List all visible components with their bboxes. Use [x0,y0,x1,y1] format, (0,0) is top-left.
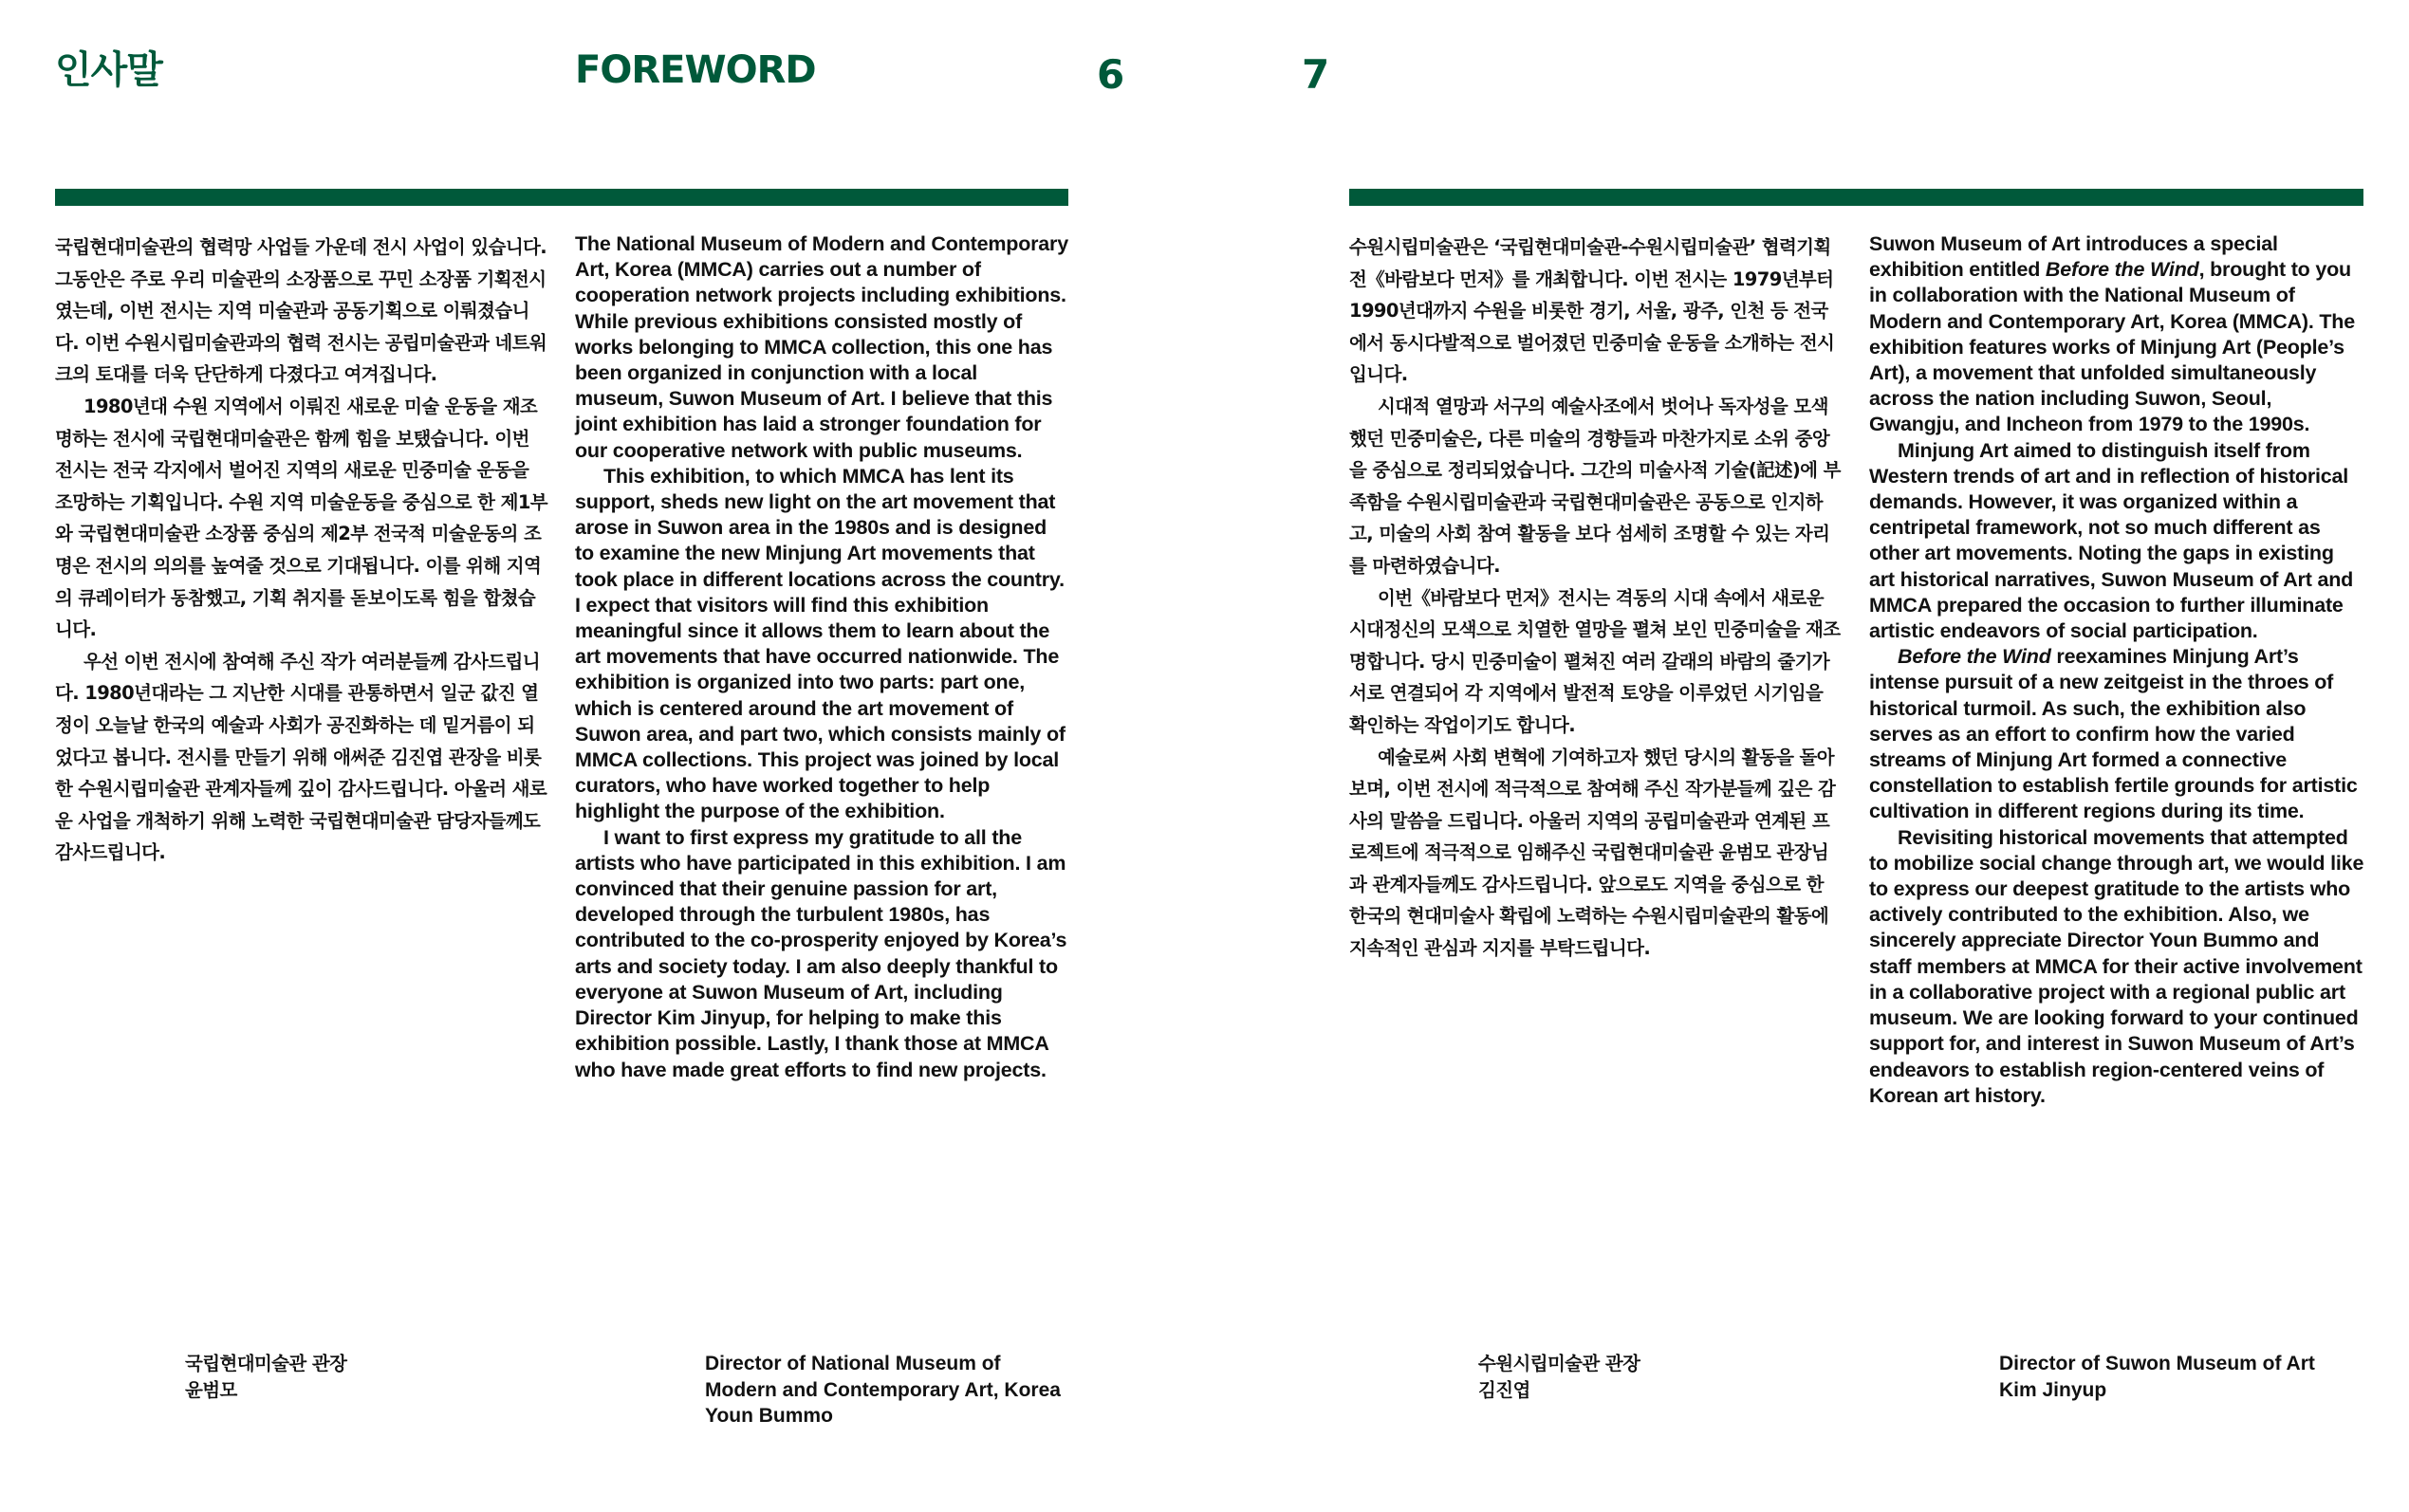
right-korean-paragraph: 시대적 열망과 서구의 예술사조에서 벗어나 독자성을 모색했던 민중미술은, 다른 미술의 경향들과 마찬가지로 소위 중앙을 중심으로 정리되었습니다. 그간의 미술사적 기술(記述)에 부족함을 수원시립미술관과 국립현대미술관은 공동으로 인지하고, 미술의 사회 참여 활동을 보다 섬세히 조명할 수 있는 자리를 마련하였습니다. [1349,395,1841,577]
signature-name: 윤범모 [185,1378,237,1401]
right-korean-signature [1478,1351,1640,1403]
exhibition-title-italic: Before the Wind [2045,258,2199,282]
right-divider-bar [1349,189,2363,206]
exhibition-title-italic: Before the Wind [1898,645,2051,669]
page-number-right: 7 [1302,51,1330,98]
signature-title: Director of Suwon Museum of Art [1999,1353,2315,1374]
right-english-signature [1999,1351,2315,1403]
signature-title: 국립현대미술관 관장 [185,1353,347,1374]
right-korean-column [1349,231,1844,965]
right-english-paragraph: Revisiting historical movements that attempted to mobilize social change through art, we would like to express our deepest gratitude to the artists who actively contributed to the exhibition. Also, we sincerely appreciate Director Youn Bummo and staff members at MMCA for their active involvement in a collaborative project with a regional public art museum. We are looking forward to your continued support for, and interest in Suwon Museum of Art’s endeavors to establish region-centered veins of Korean art history. [1869,825,2364,1107]
korean-title: 인사말 [55,48,162,92]
right-english-paragraph: Before the Wind reexamines Minjung Art’s intense pursuit of a new zeitgeist in the throes of historical turmoil. As such, the exhibition also serves as an effort to confirm how the varied streams of Minjung Art formed a connective constellation to establish fertile grounds for artistic cultivation in different regions during its time. [1869,645,2358,823]
signature-name: 김진엽 [1478,1378,1530,1401]
left-korean-paragraph: 1980년대 수원 지역에서 이뤄진 새로운 미술 운동을 재조명하는 전시에 국립현대미술관은 함께 힘을 보탰습니다. 이번 전시는 전국 각지에서 벌어진 지역의 새로운 민중미술 운동을 조망하는 기획입니다. 수원 지역 미술운동을 중심으로 한 제1부와 국립현대미술관 소장품 중심의 제2부 전국적 미술운동의 조명은 전시의 의의를 높여줄 것으로 기대됩니다. 이를 위해 지역의 큐레이터가 동참했고, 기획 취지를 돋보이도록 힘을 합쳤습니다. [55,395,548,641]
signature-title: Modern and Contemporary Art, Korea [705,1378,1061,1401]
left-english-paragraph: I want to first express my gratitude to all the artists who have participated in this exhibition. I am convinced that their genuine passion for art, developed through the turbulent 1980s, has contributed to the co-prosperity enjoyed by Korea’s arts and society today. I am also deeply thankful to everyone at Suwon Museum of Art, including Director Kim Jinyup, for helping to make this exhibition possible. Lastly, I thank those at MMCA who have made great efforts to find new projects. [575,825,1067,1081]
signature-title: 수원시립미술관 관장 [1478,1353,1640,1374]
left-english-column [575,231,1070,1083]
left-divider-bar [55,189,1068,206]
right-korean-paragraph: 예술로써 사회 변혁에 기여하고자 했던 당시의 활동을 돌아보며, 이번 전시에 적극적으로 참여해 주신 작가분들께 깊은 감사의 말씀을 드립니다. 아울러 지역의 공립미술관과 연계된 프로젝트에 적극적으로 임해주신 국립현대미술관 윤범모 관장님과 관계자들께도 감사드립니다. 앞으로도 지역을 중심으로 한 한국의 현대미술사 확립에 노력하는 수원시립미술관의 활동에 지속적인 관심과 지지를 부탁드립니다. [1349,746,1836,960]
left-english-signature [705,1351,1061,1429]
right-english-column [1869,231,2364,1109]
left-korean-paragraph: 우선 이번 전시에 참여해 주신 작가 여러분들께 감사드립니다. 1980년대라는 그 지난한 시대를 관통하면서 일군 값진 열정이 오늘날 한국의 예술과 사회가 공진화하는 데 밑거름이 되었다고 봅니다. 전시를 만들기 위해 애써준 김진엽 관장을 비롯한 수원시립미술관 관계자들께 깊이 감사드립니다. 아울러 새로운 사업을 개척하기 위해 노력한 국립현대미술관 담당자들께도 감사드립니다. [55,650,547,864]
right-korean-paragraph: 이번《바람보다 먼저》전시는 격동의 시대 속에서 새로운 시대정신의 모색으로 치열한 열망을 펼쳐 보인 민중미술을 재조명합니다. 당시 민중미술이 펼쳐진 여러 갈래의 바람의 줄기가 서로 연결되어 각 지역에서 발전적 토양을 이루었던 시기임을 확인하는 작업이기도 합니다. [1349,586,1841,736]
signature-name: Kim Jinyup [1999,1378,2107,1401]
left-english-paragraph: This exhibition, to which MMCA has lent its support, sheds new light on the art movement that arose in Suwon area in the 1980s and is designed to examine the new Minjung Art movements that took place in different locations across the country. I expect that visitors will find this exhibition meaningful since it allows them to learn about the art movements that have occurred nationwide. The exhibition is organized into two parts: part one, which is centered around the art movement of Suwon area, and part two, which consists mainly of MMCA collections. This project was joined by local curators, who have worked together to help highlight the purpose of the exhibition. [575,464,1066,823]
right-korean-paragraph: 수원시립미술관은 ‘국립현대미술관-수원시립미술관’ 협력기획전《바람보다 먼저》를 개최합니다. 이번 전시는 1979년부터 1990년대까지 수원을 비롯한 경기, 서울, 광주, 인천 등 전국에서 동시다발적으로 벌어졌던 민중미술 운동을 소개하는 전시입니다. [1349,236,1835,386]
right-english-paragraph: Suwon Museum of Art introduces a special exhibition entitled Before the Wind, brought to you in collaboration with the National Museum of Modern and Contemporary Art, Korea (MMCA). The exhibition features works of Minjung Art (People’s Art), a movement that unfolded simultaneously across the nation including Suwon, Seoul, Gwangju, and Incheon from 1979 to the 1990s. [1869,232,2355,436]
english-title: FOREWORD [575,48,816,92]
signature-title: Director of National Museum of [705,1353,1001,1374]
left-english-paragraph: The National Museum of Modern and Contemporary Art, Korea (MMCA) carries out a number of cooperation network projects including exhibitions. While previous exhibitions consisted mostly of works belonging to MMCA collection, this one has been organized in conjunction with a local museum, Suwon Museum of Art. I believe that this joint exhibition has laid a stronger foundation for our cooperative network with public museums. [575,232,1068,462]
left-korean-column [55,231,550,869]
signature-name: Youn Bummo [705,1405,833,1427]
left-korean-paragraph: 국립현대미술관의 협력망 사업들 가운데 전시 사업이 있습니다. 그동안은 주로 우리 미술관의 소장품으로 꾸민 소장품 기획전시였는데, 이번 전시는 지역 미술관과 공동기획으로 이뤄졌습니다. 이번 수원시립미술관과의 협력 전시는 공립미술관과 네트워크의 토대를 더욱 단단하게 다졌다고 여겨집니다. [55,236,547,386]
right-english-paragraph: Minjung Art aimed to distinguish itself from Western trends of art and in reflection of historical demands. However, it was organized within a centripetal framework, not so much different as other art movements. Noting the gaps in existing art historical narratives, Suwon Museum of Art and MMCA prepared the occasion to further illuminate artistic endeavors of social participation. [1869,438,2354,643]
page-number-left: 6 [1097,51,1125,98]
left-korean-signature [185,1351,346,1403]
